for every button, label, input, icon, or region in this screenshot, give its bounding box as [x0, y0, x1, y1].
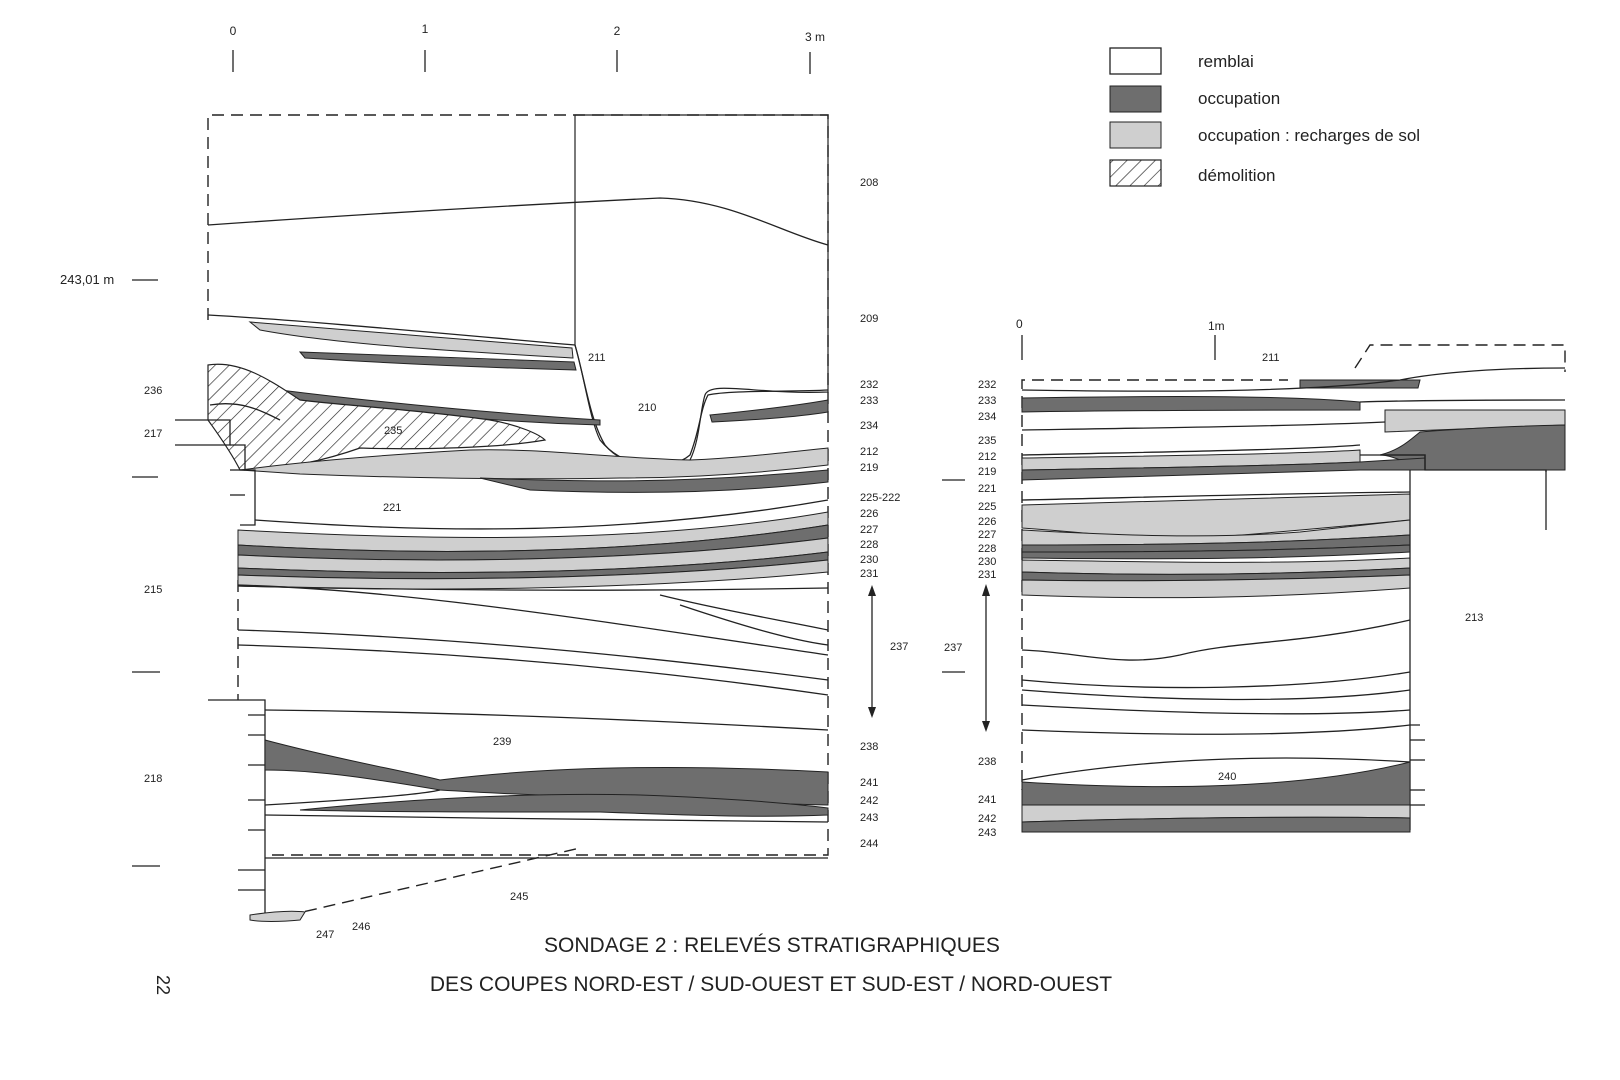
- s1-right-label: 241: [860, 777, 879, 789]
- s2-left-label: 212: [978, 451, 997, 463]
- s2-left-label: 221: [978, 483, 997, 495]
- legend-label-remblai: remblai: [1198, 52, 1254, 71]
- legend: [1110, 48, 1420, 186]
- elevation-label: 243,01 m: [60, 272, 115, 287]
- legend-swatch-occupation: [1110, 86, 1161, 112]
- s2-left-label: 227: [978, 529, 997, 541]
- s1-right-label: 233: [860, 395, 879, 407]
- s1-left-label: 215: [144, 584, 163, 596]
- s2-left-label: 228: [978, 543, 997, 555]
- s1-right-label: 237: [890, 641, 909, 653]
- s1-inner-label: 211: [588, 352, 606, 364]
- legend-swatch-recharges: [1110, 122, 1161, 148]
- scale2-tick-1: 1m: [1208, 319, 1225, 333]
- s1-right-label: 243: [860, 812, 879, 824]
- s1-right-label: 242: [860, 795, 879, 807]
- s1-left-label: 217: [144, 428, 163, 440]
- s1-left-label: 236: [144, 385, 163, 397]
- s1-right-label: 230: [860, 554, 879, 566]
- s1-inner-label: 245: [510, 891, 529, 903]
- s1-inner-label: 210: [638, 402, 657, 414]
- s2-left-label: 234: [978, 411, 997, 423]
- legend-label-recharges: occupation : recharges de sol: [1198, 126, 1421, 145]
- page-number: 22: [153, 975, 173, 996]
- s1-left-label: 218: [144, 773, 163, 785]
- s2-left-label: 225: [978, 501, 997, 513]
- s1-right-label: 228: [860, 539, 879, 551]
- caption-line-2: DES COUPES NORD-EST / SUD-OUEST ET SUD-EST / NORD-OUEST: [429, 973, 1113, 996]
- s2-left-label: 237: [944, 642, 963, 654]
- s1-inner-label: 239: [493, 736, 512, 748]
- s2-left-label: 219: [978, 466, 997, 478]
- scale1-tick-0: 0: [229, 24, 237, 38]
- section2-drawing: [942, 335, 1565, 832]
- s1-inner-label: 247: [316, 929, 335, 941]
- legend-label-occupation: occupation: [1198, 89, 1281, 108]
- s1-inner-label: 246: [352, 921, 371, 933]
- scale1-tick-3: 3 m: [804, 30, 826, 44]
- s1-right-label: 209: [860, 313, 879, 325]
- legend-swatch-demolition: [1110, 160, 1161, 186]
- s2-left-label: 231: [978, 569, 997, 581]
- section1-drawing: [132, 115, 879, 922]
- s2-inner-label: 240: [1218, 771, 1237, 783]
- s2-left-label: 242: [978, 813, 997, 825]
- scale1-tick-2: 2: [613, 24, 621, 38]
- scale-bar-section1: [230, 22, 825, 74]
- s2-left-label: 232: [978, 379, 997, 391]
- s2-left-label: 230: [978, 556, 997, 568]
- s2-left-label: 233: [978, 395, 997, 407]
- s2-left-label: 238: [978, 756, 997, 768]
- s1-inner-label: 235: [384, 425, 403, 437]
- caption-line-1: SONDAGE 2 : RELEVÉS STRATIGRAPHIQUES: [544, 934, 1000, 957]
- s1-inner-label: 221: [383, 502, 402, 514]
- s1-right-label: 225-222: [860, 492, 901, 504]
- s2-left-label: 243: [978, 827, 997, 839]
- legend-swatch-remblai: [1110, 48, 1161, 74]
- s2-left-label: 226: [978, 516, 997, 528]
- s1-right-label: 231: [860, 568, 879, 580]
- s1-right-label: 219: [860, 462, 879, 474]
- s2-left-label: 235: [978, 435, 997, 447]
- s1-right-label: 227: [860, 524, 879, 536]
- s1-right-label: 226: [860, 508, 879, 520]
- s2-left-label: 241: [978, 794, 997, 806]
- scale2-tick-0: 0: [1016, 317, 1023, 331]
- scale1-tick-1: 1: [421, 22, 429, 36]
- s1-right-label: 232: [860, 379, 879, 391]
- s1-right-label: 244: [860, 838, 879, 850]
- s1-right-label: 238: [860, 741, 879, 753]
- s2-inner-label: 213: [1465, 612, 1484, 624]
- s1-right-label: 208: [860, 177, 879, 189]
- s1-right-label: 212: [860, 446, 879, 458]
- legend-label-demolition: démolition: [1198, 166, 1276, 185]
- s1-right-label: 234: [860, 420, 879, 432]
- s2-inner-label: 211: [1262, 352, 1280, 364]
